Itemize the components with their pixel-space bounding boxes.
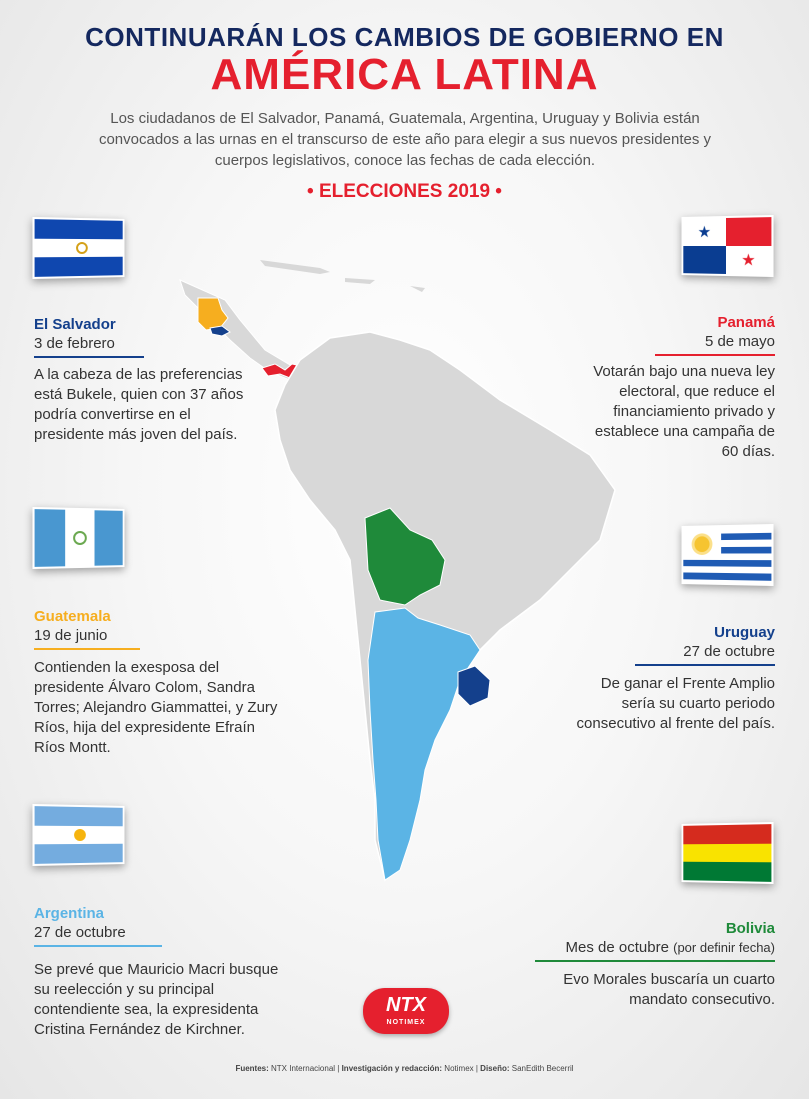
guatemala-flag [32,507,124,569]
uruguay-shape [458,666,490,706]
logo-sub-text: NOTIMEX [386,1019,426,1026]
guatemala-text: Contienden la exesposa del presidente Álvaro Colom, Sandra Torres; Alejandro Giammattei, y Zury Ríos, hija del expresidente Efraín Ríos Montt. [34,659,278,756]
argentina-flag [32,804,124,866]
design-label: Diseño: [480,1064,510,1073]
bolivia-name: Bolivia [725,920,775,937]
guatemala-date: 19 de junio [34,627,140,650]
panama-date: 5 de mayo [655,333,775,356]
coat-of-arms-icon [76,242,88,254]
uruguay-flag [681,524,773,586]
panama-text: Votarán bajo una nueva ley electoral, que reduce el financiamiento privado y establece una campaña de 60 días. [593,363,775,460]
argentina-shape [368,608,480,880]
south-america-shape [275,332,615,880]
argentina-text: Se prevé que Mauricio Macri busque su reelección y su principal contendiente sea, la expresidenta Cristina Fernández de Kirchner. [34,961,279,1038]
argentina-name: Argentina [34,905,105,922]
page-title-line1: CONTINUARÁN LOS CAMBIOS DE GOBIERNO EN [85,22,724,52]
design-value: SanEdith Becerril [511,1064,574,1073]
page-title-line2: AMÉRICA LATINA [210,50,599,99]
notimex-logo [363,988,449,1034]
sun-of-may-icon [694,536,709,552]
bolivia-flag [681,822,773,884]
south-america-map [170,240,640,900]
bolivia-date [535,939,775,962]
uruguay-name: Uruguay [714,624,775,641]
logo-main-text: NTX [386,994,426,1016]
el-salvador-date: 3 de febrero [34,335,144,358]
blue-star-icon: ★ [683,218,726,246]
uruguay-date: 27 de octubre [635,643,775,666]
caribbean-islands [260,260,425,292]
section-title: • ELECCIONES 2019 • [307,181,502,202]
el-salvador-flag [32,217,124,279]
credits-footer: Fuentes: NTX Internacional | Investigación y redacción: Notimex | Diseño: SanEdith Becerril [235,1064,574,1073]
sun-of-may-icon [74,829,86,841]
quetzal-emblem-icon [73,531,87,545]
panama-flag [681,215,773,277]
argentina-date: 27 de octubre [34,924,162,947]
el-salvador-name: El Salvador [34,316,116,333]
red-star-icon: ★ [726,246,771,275]
research-value: Notimex [444,1064,474,1073]
panama-name: Panamá [717,314,775,331]
sources-label: Fuentes: [235,1064,269,1073]
research-label: Investigación y redacción: [341,1064,443,1073]
guatemala-name: Guatemala [34,608,111,625]
uruguay-text: De ganar el Frente Amplio sería su cuarto periodo consecutivo al frente del país. [576,675,775,732]
bolivia-text: Evo Morales buscaría un cuarto mandato consecutivo. [563,971,775,1008]
intro-text: Los ciudadanos de El Salvador, Panamá, Guatemala, Argentina, Uruguay y Bolivia están convocados a las urnas en el transcurso de este año para elegir a sus nuevos presidentes y cuerpos legislativos, conoce las fechas de cada elección. [98,110,712,169]
bolivia-date-main: Mes de octubre [565,939,669,956]
sources-value: NTX Internacional [271,1064,336,1073]
el-salvador-text: A la cabeza de las preferencias está Bukele, quien con 37 años podría convertirse en el presidente más joven del país. [34,366,244,443]
bolivia-date-note: (por definir fecha) [673,940,775,955]
